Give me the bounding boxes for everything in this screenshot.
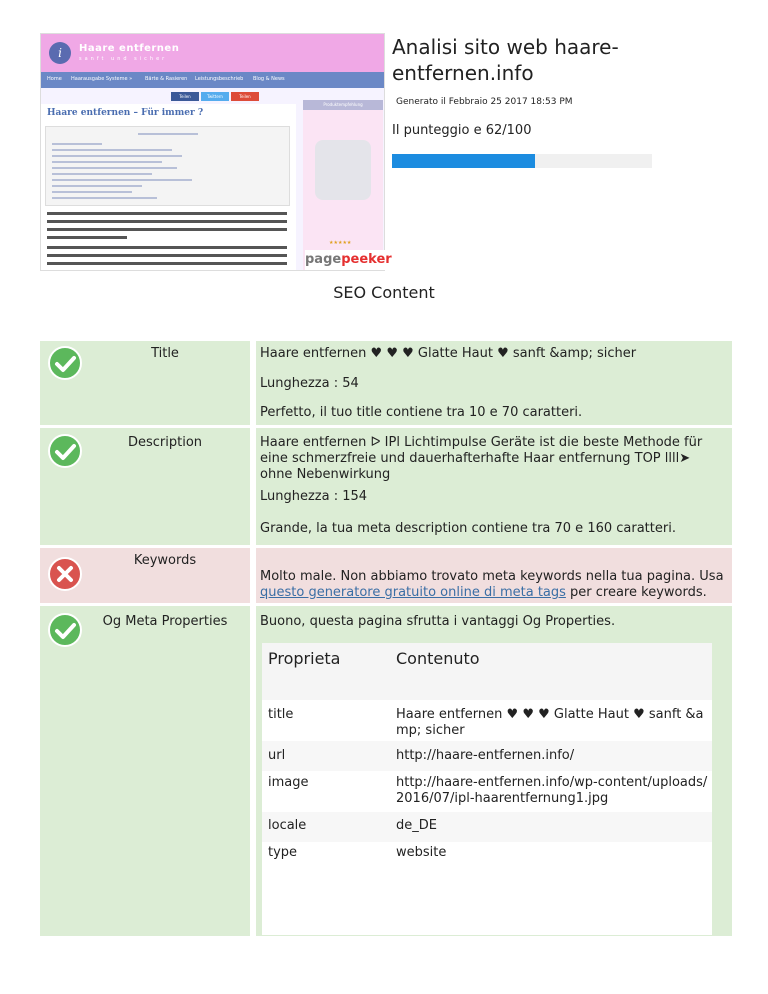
thumb-share-google: Teilen — [231, 92, 259, 101]
og-key: image — [268, 775, 309, 790]
thumb-toc — [45, 126, 290, 206]
thumb-sidebar-head: Produktempfehlung — [303, 100, 383, 110]
thumb-nav-item: Leistungsbeschrieb — [195, 76, 244, 82]
thumb-share-twitter: Twittern — [201, 92, 229, 101]
report-title: Analisi sito web haare-entfernen.info — [392, 35, 619, 85]
thumb-nav-item: Haarausgabe Systeme » — [71, 76, 133, 82]
og-header-property: Proprieta — [268, 649, 341, 668]
og-key: type — [268, 845, 298, 860]
error-icon — [48, 557, 82, 591]
title-length: Lunghezza : 54 — [260, 376, 359, 391]
og-header-content: Contenuto — [396, 649, 480, 668]
description-value: Haare entfernen ᐅ IPl Lichtimpulse Geräte ist die beste Methode für eine schmerzfreie und dauerhafterhafte Haar entfernung TOP llll➤ ohne Nebenwirkung — [260, 435, 703, 482]
website-screenshot — [40, 33, 385, 271]
og-value: de_DE — [396, 818, 437, 833]
og-value: http://haare-entfernen.info/wp-content/uploads/2016/07/ipl-haarentfernung1.jpg — [396, 775, 708, 806]
og-properties-table — [262, 643, 712, 935]
og-value: http://haare-entfernen.info/ — [396, 748, 575, 763]
thumb-product-image — [315, 140, 371, 200]
thumb-site-title: Haare entfernen — [79, 43, 180, 54]
og-table-header — [262, 643, 712, 700]
thumb-heading: Haare entfernen – Für immer ? — [47, 108, 204, 118]
og-key: locale — [268, 818, 307, 833]
section-title: SEO Content — [333, 283, 435, 302]
thumb-stars: ★★★★★ — [329, 240, 352, 246]
thumb-sidebar — [303, 100, 383, 271]
thumb-nav — [41, 72, 385, 88]
score-bar-fill — [392, 154, 535, 168]
thumb-logo-icon: i — [49, 42, 71, 64]
score-text: Il punteggio e 62/100 — [392, 123, 532, 138]
title-label: Title — [151, 346, 179, 361]
thumb-banner — [41, 34, 385, 72]
keywords-message: Molto male. Non abbiamo trovato meta keywords nella tua pagina. Usa questo generatore gratuito online di meta tags per creare keywords. — [260, 569, 724, 600]
og-message: Buono, questa pagina sfrutta i vantaggi Og Properties. — [260, 614, 616, 629]
check-icon — [48, 346, 82, 380]
score-bar — [392, 154, 652, 168]
thumb-nav-item: Home — [47, 76, 62, 82]
pagepeeker-logo: pagepeeker — [305, 250, 385, 270]
description-length: Lunghezza : 154 — [260, 489, 368, 504]
thumb-nav-item: Blog & News — [253, 76, 285, 82]
meta-tag-generator-link[interactable]: questo generatore gratuito online di meta tags — [260, 585, 566, 600]
thumb-share-facebook: Teilen — [171, 92, 199, 101]
check-icon — [48, 434, 82, 468]
description-message: Grande, la tua meta description contiene tra 70 e 160 caratteri. — [260, 521, 676, 536]
og-key: url — [268, 748, 286, 763]
og-value: website — [396, 845, 447, 860]
og-key: title — [268, 707, 294, 722]
table-row — [262, 812, 712, 842]
generated-date: Generato il Febbraio 25 2017 18:53 PM — [396, 97, 573, 107]
table-row — [262, 700, 712, 741]
keywords-label: Keywords — [133, 553, 197, 568]
check-icon — [48, 613, 82, 647]
og-label: Og Meta Properties — [102, 614, 228, 629]
table-row — [262, 741, 712, 771]
table-row — [262, 842, 712, 872]
description-label: Description — [127, 435, 203, 450]
thumb-content — [41, 104, 296, 271]
og-row-label-cell — [40, 606, 250, 936]
thumb-nav-item: Bärte & Rasieren — [145, 76, 188, 82]
title-value: Haare entfernen ♥ ♥ ♥ Glatte Haut ♥ sanft &amp; sicher — [260, 346, 637, 361]
thumb-site-subtitle: sanft und sicher — [79, 56, 168, 62]
title-message: Perfetto, il tuo title contiene tra 10 e 70 caratteri. — [260, 405, 583, 420]
og-value: Haare entfernen ♥ ♥ ♥ Glatte Haut ♥ sanft &amp; sicher — [396, 707, 704, 738]
table-row — [262, 771, 712, 812]
